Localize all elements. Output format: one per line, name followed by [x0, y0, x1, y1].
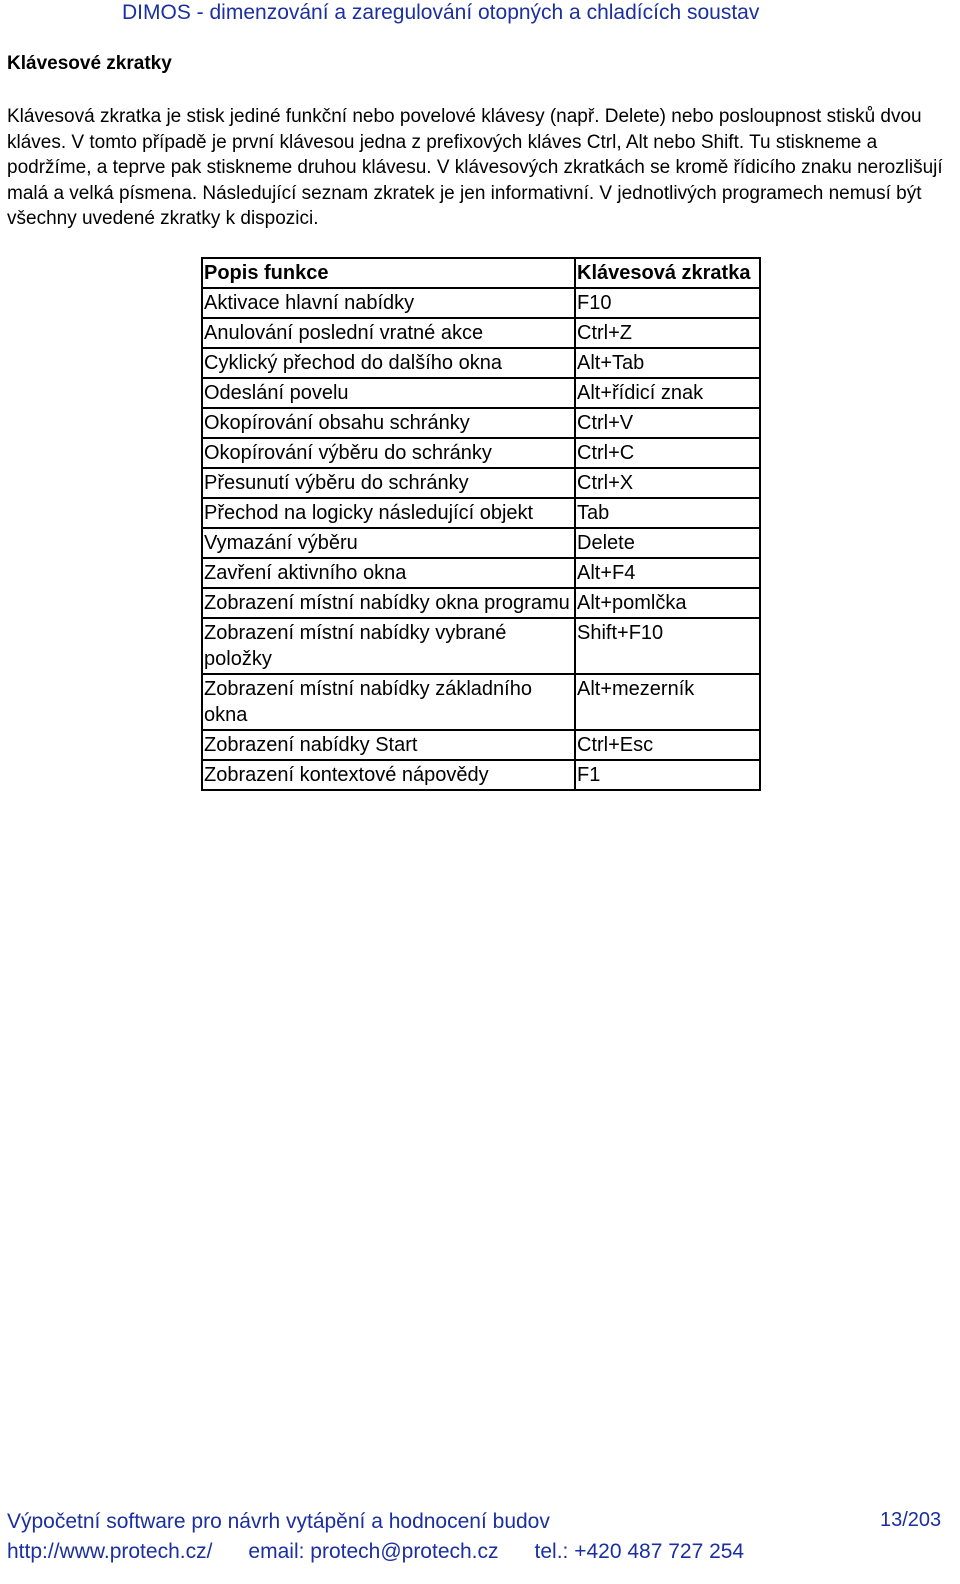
- table-row: [202, 558, 760, 588]
- column-header-shortcut: Klávesová zkratka: [575, 258, 760, 288]
- table-row: [202, 378, 760, 408]
- function-cell: Zobrazení místní nabídky okna programu: [202, 588, 575, 618]
- phone-text: tel.: +420 487 727 254: [534, 1540, 745, 1563]
- shortcut-cell: Tab: [575, 498, 760, 528]
- function-cell: Zobrazení místní nabídky vybrané položky: [202, 618, 575, 674]
- table-row: [202, 498, 760, 528]
- email-link[interactable]: email: protech@protech.cz: [248, 1540, 499, 1563]
- shortcut-cell: Ctrl+X: [575, 468, 760, 498]
- function-cell: Odeslání povelu: [202, 378, 575, 408]
- footer-contacts: [7, 1538, 744, 1565]
- function-cell: Okopírování výběru do schránky: [202, 438, 575, 468]
- shortcut-cell: Alt+Tab: [575, 348, 760, 378]
- shortcut-cell: Shift+F10: [575, 618, 760, 674]
- column-header-function: Popis funkce: [202, 258, 575, 288]
- table-row: [202, 730, 760, 760]
- shortcut-cell: Ctrl+Z: [575, 318, 760, 348]
- function-cell: Aktivace hlavní nabídky: [202, 288, 575, 318]
- function-cell: Vymazání výběru: [202, 528, 575, 558]
- function-cell: Zobrazení kontextové nápovědy: [202, 760, 575, 790]
- shortcut-cell: Ctrl+V: [575, 408, 760, 438]
- table-row: [202, 618, 760, 674]
- table-row: [202, 408, 760, 438]
- table-row: [202, 438, 760, 468]
- function-cell: Anulování poslední vratné akce: [202, 318, 575, 348]
- website-link[interactable]: http://www.protech.cz/: [7, 1540, 213, 1563]
- function-cell: Zobrazení místní nabídky základního okna: [202, 674, 575, 730]
- footer-tagline: Výpočetní software pro návrh vytápění a hodnocení budov: [7, 1510, 550, 1533]
- shortcut-cell: Ctrl+C: [575, 438, 760, 468]
- table-row: [202, 760, 760, 790]
- shortcut-cell: F1: [575, 760, 760, 790]
- shortcut-cell: Delete: [575, 528, 760, 558]
- shortcut-cell: Alt+pomlčka: [575, 588, 760, 618]
- table-row: [202, 674, 760, 730]
- page-header: DIMOS - dimenzování a zaregulování otopných a chladících soustav: [122, 1, 760, 24]
- table-row: [202, 528, 760, 558]
- table-row: [202, 468, 760, 498]
- table-row: [202, 348, 760, 378]
- shortcut-cell: Alt+mezerník: [575, 674, 760, 730]
- table-row: [202, 318, 760, 348]
- function-cell: Zobrazení nabídky Start: [202, 730, 575, 760]
- table-header-row: [202, 258, 760, 288]
- shortcut-cell: Alt+F4: [575, 558, 760, 588]
- shortcut-cell: F10: [575, 288, 760, 318]
- intro-paragraph: Klávesová zkratka je stisk jediné funkční nebo povelové klávesy (např. Delete) nebo posloupnost stisků dvou kláves. V tomto případě je první klávesou jedna z prefixových kláves Ctrl, Alt nebo Shift. Tu stiskneme a podržíme, a teprve pak stiskneme druhou klávesu. V klávesových zkratkách se kromě řídicího znaku nerozlišují malá a velká písmena. Následující seznam zkratek je jen informativní. V jednotlivých programech nemusí být všechny uvedené zkratky k dispozici.: [7, 106, 943, 230]
- function-cell: Okopírování obsahu schránky: [202, 408, 575, 438]
- function-cell: Cyklický přechod do dalšího okna: [202, 348, 575, 378]
- shortcut-cell: Ctrl+Esc: [575, 730, 760, 760]
- table-row: [202, 288, 760, 318]
- function-cell: Přesunutí výběru do schránky: [202, 468, 575, 498]
- page-number: 13/203: [880, 1509, 942, 1531]
- section-title: Klávesové zkratky: [7, 53, 172, 74]
- function-cell: Zavření aktivního okna: [202, 558, 575, 588]
- shortcut-cell: Alt+řídicí znak: [575, 378, 760, 408]
- table-row: [202, 588, 760, 618]
- shortcuts-table: [201, 257, 761, 791]
- function-cell: Přechod na logicky následující objekt: [202, 498, 575, 528]
